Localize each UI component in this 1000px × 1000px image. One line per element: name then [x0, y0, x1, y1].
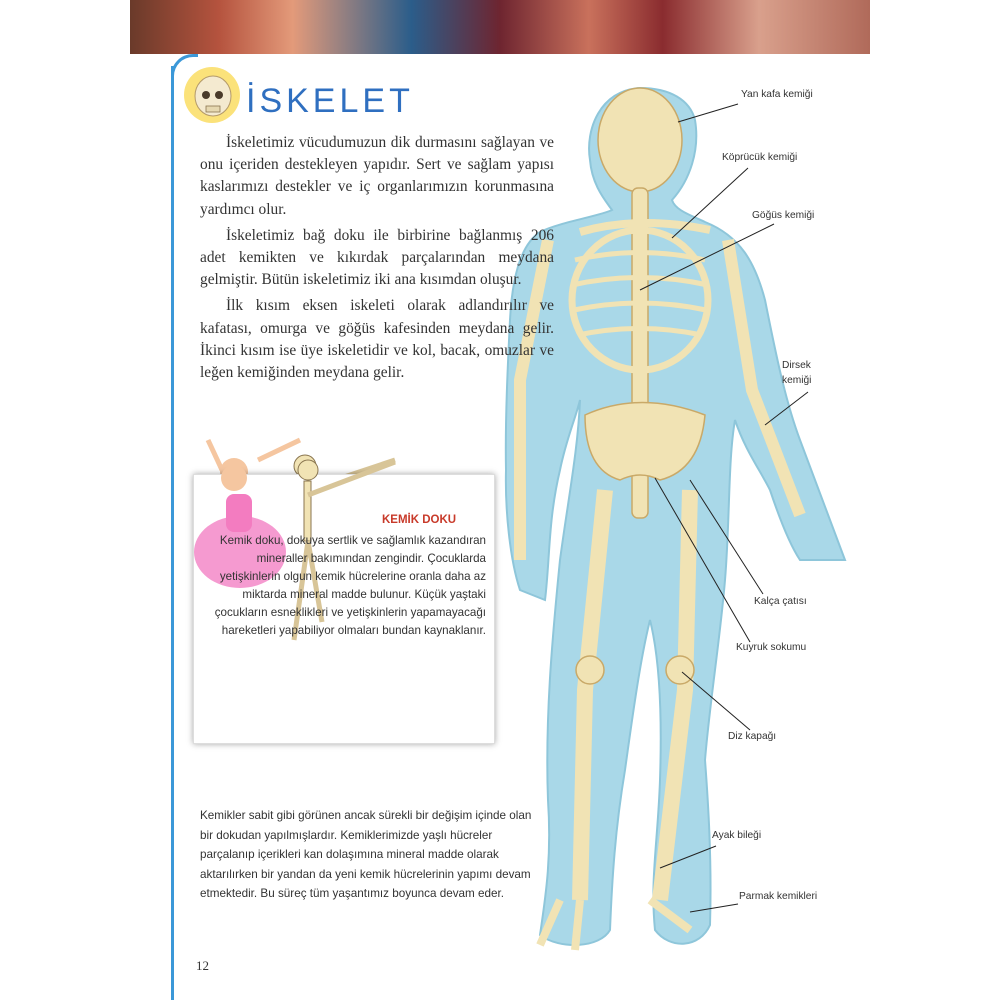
label-dirsek-1: Dirsek: [782, 360, 811, 371]
bottom-text: Kemikler sabit gibi görünen ancak sürekli bir değişim içinde olan bir dokudan yapılmışlardır. Kemiklerimizde yaşlı hücreler parçalanıp içerikleri kan dolaşımına mineral madde olarak aktarılırken bir yandan da yeni kemik hücrelerinin yapımı devam etmektedir. Bu süreç tüm yaşantımız boyunca devam eder.: [200, 809, 532, 900]
label-gogus: Göğüs kemiği: [752, 210, 815, 221]
label-ayak: Ayak bileği: [712, 830, 762, 841]
page-number: 12: [196, 958, 209, 973]
label-kuyruk: Kuyruk sokumu: [736, 642, 807, 653]
intro-paragraph: İskeletimiz bağ doku ile birbirine bağlanmış 206 adet kemikten ve kıkırdak parçalarından meydana gelmiştir. Bütün iskeletimiz iki ana kısımdan oluşur.: [200, 226, 554, 289]
label-kalca: Kalça çatısı: [754, 596, 807, 607]
box-title: KEMİK DOKU: [382, 514, 457, 526]
page-title: İSKELET: [246, 82, 414, 120]
intro-paragraph: İskeletimiz vücudumuzun dik durmasını sağlayan ve onu içeriden destekleyen yapıdır. Sert ve sağlam yapısı kaslarımızı destekler ve iç organlarımızın korunmasına yardımcı olur.: [200, 134, 554, 218]
label-diz: Diz kapağı: [728, 731, 777, 742]
label-parmak: Parmak kemikleri: [739, 891, 818, 902]
label-dirsek-2: kemiği: [782, 375, 812, 386]
label-yan-kafa: Yan kafa kemiği: [741, 89, 813, 100]
box-text: Kemik doku, dokuya sertlik ve sağlamlık kazandıran mineraller bakımından zengindir. Çocuklarda yetişkinlerin olgun kemik hücrelerine oranla daha az miktarda mineral madde bulunur. Küçük yaştaki çocukların esneklikleri ve yetişkinlerin yapamayacağı hareketleri yapabiliyor olmaları bundan kaynaklanır.: [214, 534, 486, 637]
intro-paragraph: İlk kısım eksen iskeleti olarak adlandırılır ve kafatası, omurga ve göğüs kafesinden meydana gelir. İkinci kısım ise üye iskeletidir ve kol, bacak, omuzlar ve leğen kemiğinden meydana gelir.: [200, 297, 554, 382]
label-koprucuk: Köprücük kemiği: [722, 152, 798, 163]
